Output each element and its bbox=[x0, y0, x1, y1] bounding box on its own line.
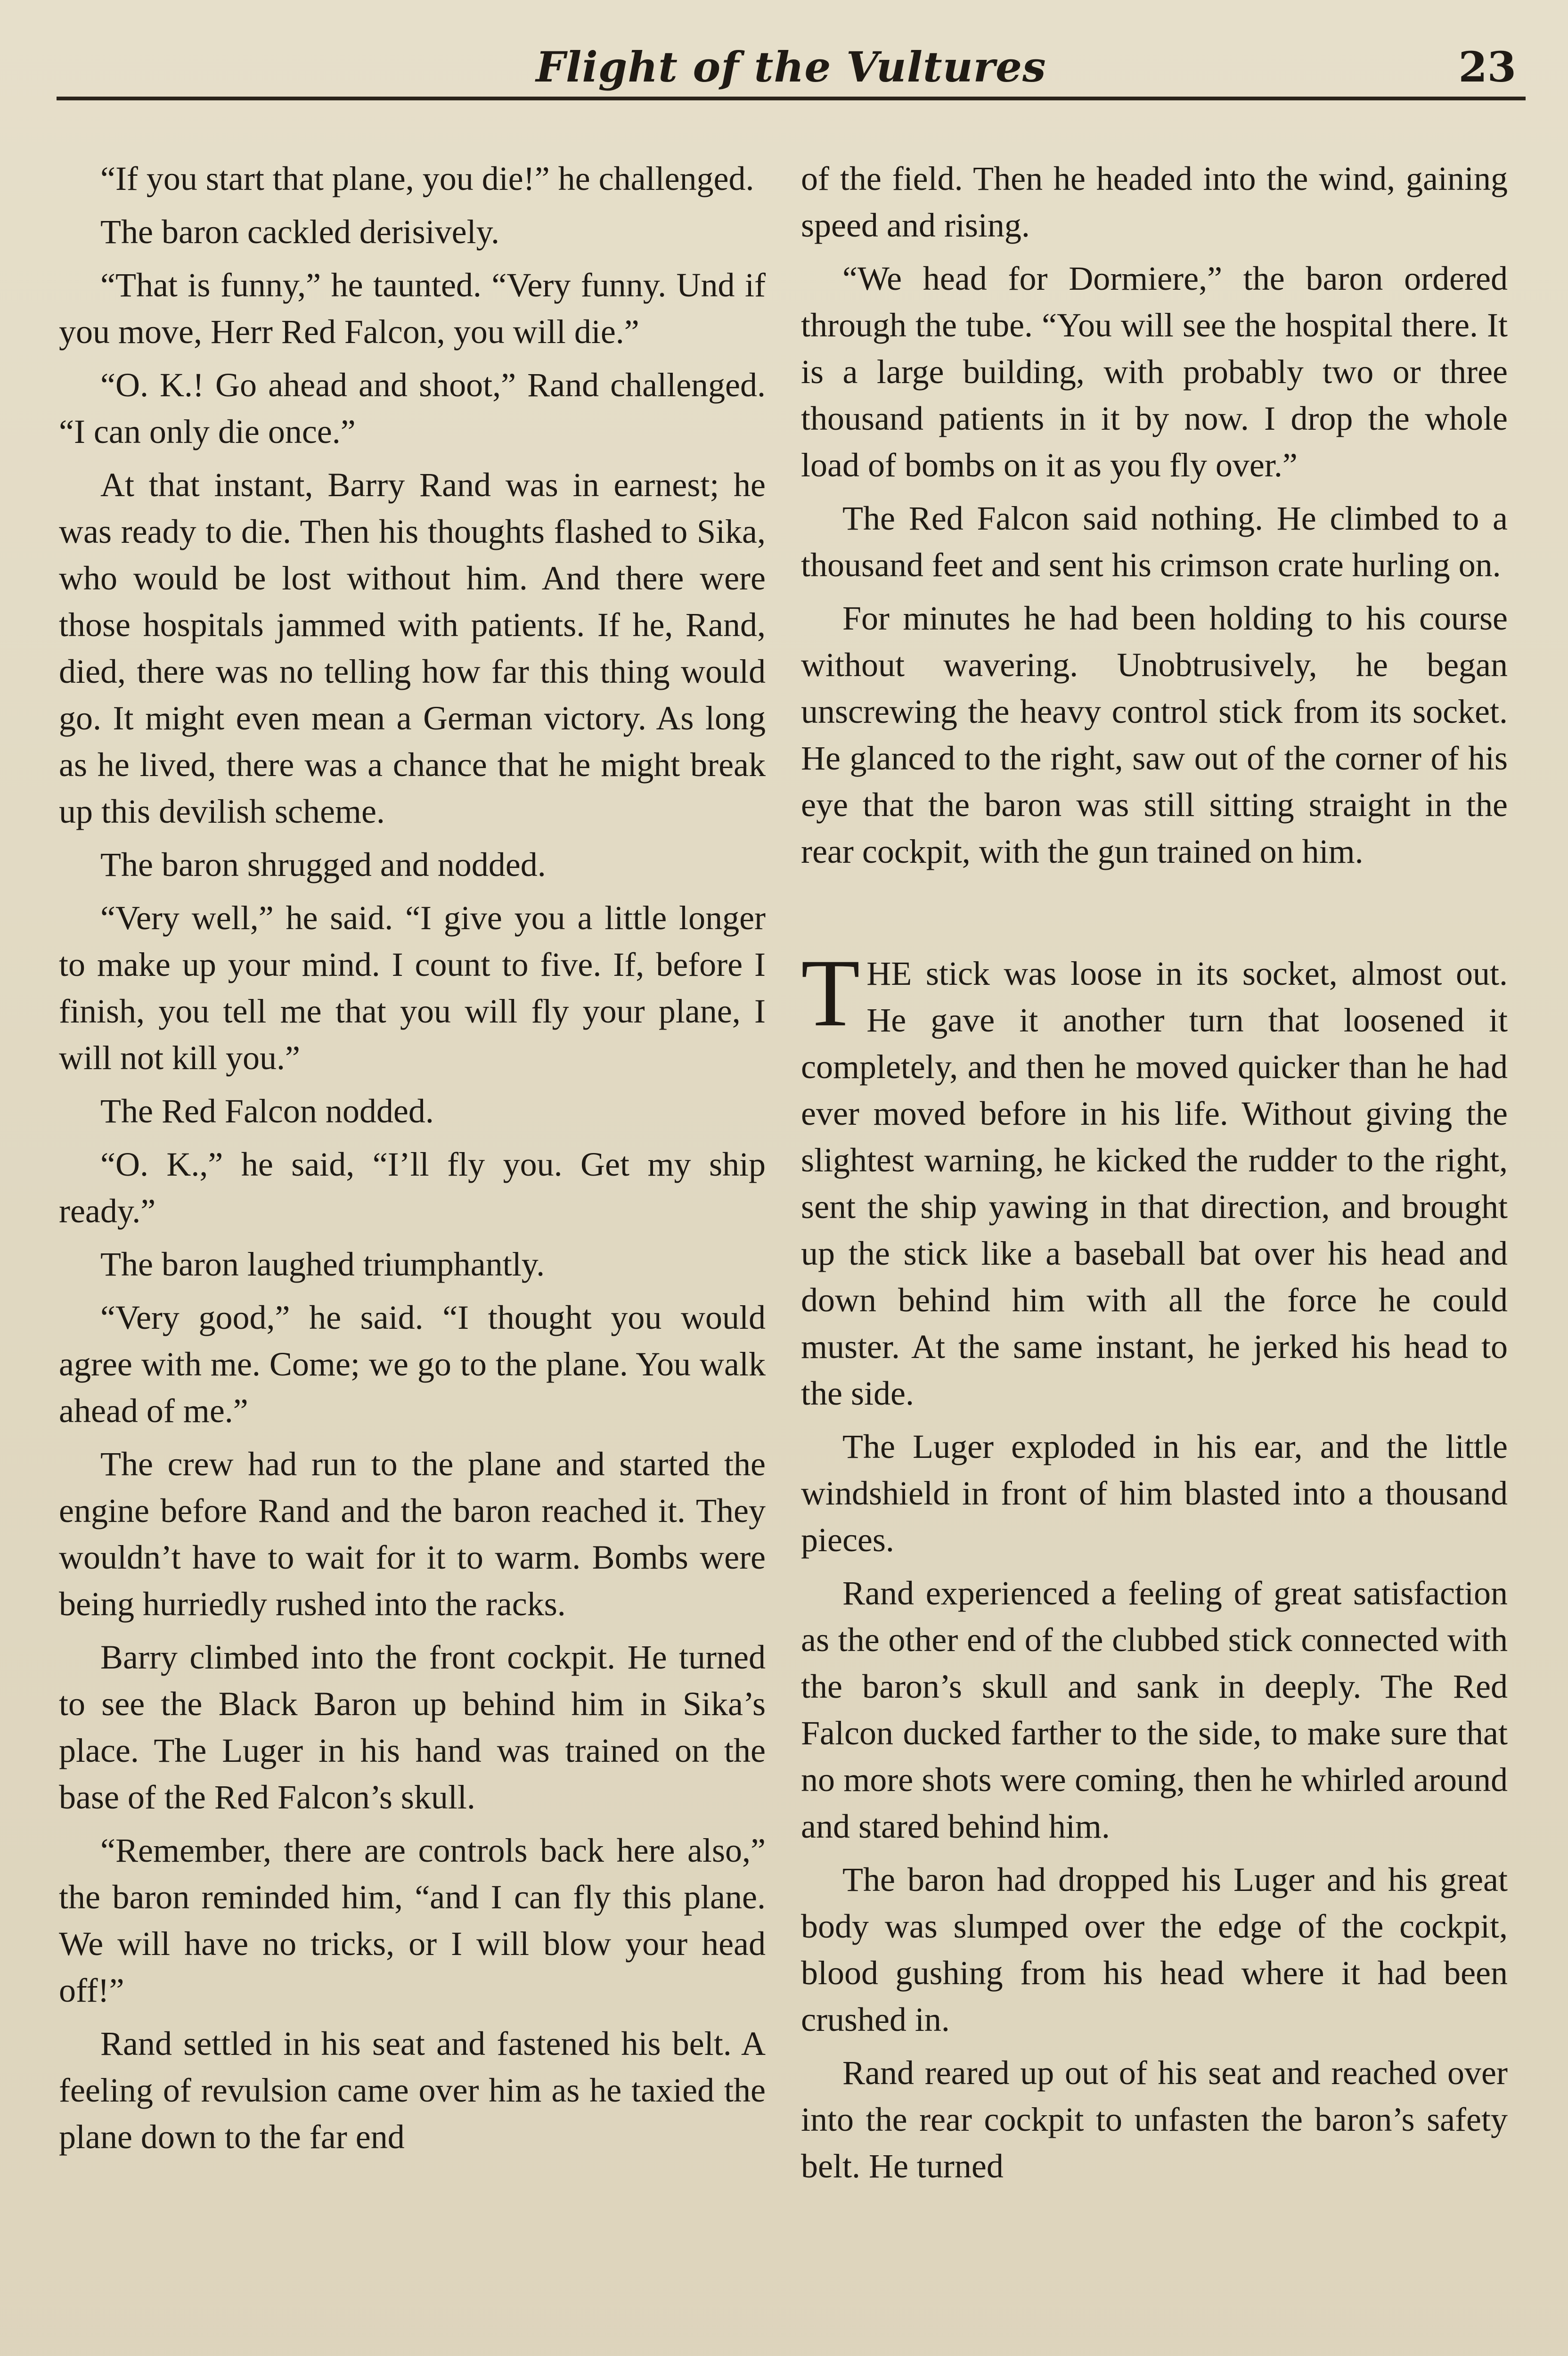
paragraph: Rand experienced a feeling of great satisfaction as the other end of the clubbed stick connected with the baron’s skull and sank in deeply. The Red Falcon ducked farther to the side, to make sure that no more shots were coming, then he whirled around and stared behind him. bbox=[801, 1574, 1508, 1845]
left-column bbox=[59, 155, 766, 2167]
header-rule bbox=[57, 97, 1526, 100]
paragraph: “If you start that plane, you die!” he challenged. bbox=[100, 160, 754, 197]
paragraph: Barry climbed into the front cockpit. He turned to see the Black Baron up behind him in Sika’s place. The Luger in his hand was trained on the base of the Red Falcon’s skull. bbox=[59, 1638, 766, 1816]
paragraph: At that instant, Barry Rand was in earnest; he was ready to die. Then his thoughts flashed to Sika, who would be lost without him. And there were those hospitals jammed with patients. If he, Rand, died, there was no telling how far this thing would go. It might even mean a German victory. As long as he lived, there was a chance that he might break up this devilish scheme. bbox=[59, 466, 766, 830]
paragraph: Rand reared up out of his seat and reached over into the rear cockpit to unfasten the baron’s safety belt. He turned bbox=[801, 2054, 1508, 2185]
paragraph: The baron cackled derisively. bbox=[100, 213, 499, 251]
paragraph: of the field. Then he headed into the wind, gaining speed and rising. bbox=[801, 160, 1508, 244]
paragraph: The Red Falcon nodded. bbox=[100, 1092, 434, 1130]
paragraph: “Remember, there are controls back here also,” the baron reminded him, “and I can fly this plane. We will have no tricks, or I will blow your head off!” bbox=[59, 1832, 766, 2009]
paragraph: “O. K.! Go ahead and shoot,” Rand challenged. “I can only die once.” bbox=[59, 366, 766, 450]
paragraph: “Very well,” he said. “I give you a little longer to make up your mind. I count to five. If, before I finish, you tell me that you will fly your plane, I will not kill you.” bbox=[59, 899, 766, 1077]
page-number: 23 bbox=[1458, 42, 1516, 91]
paragraph: The Luger exploded in his ear, and the little windshield in front of him blasted into a thousand pieces. bbox=[801, 1428, 1508, 1559]
section-opening-paragraph bbox=[801, 940, 1508, 1417]
paragraph: “That is funny,” he taunted. “Very funny. Und if you move, Herr Red Falcon, you will die.” bbox=[59, 266, 766, 351]
paragraph: The baron laughed triumphantly. bbox=[100, 1245, 545, 1283]
paragraph: “We head for Dormiere,” the baron ordered through the tube. “You will see the hospital there. It is a large building, with probably two or three thousand patients in it by now. I drop the whole load of bombs on it as you fly over.” bbox=[801, 260, 1508, 484]
section-opening-text: HE stick was loose in its socket, almost out. He gave it another turn that loosened it completely, and then he moved quicker than he had ever moved before in his life. Without giving the slightest warning, he kicked the rudder to the right, sent the ship yawing in that direction, and brought up the stick like a baseball bat over his head and down behind him with all the force he could muster. At the same instant, he jerked his head to the side. bbox=[801, 955, 1508, 1412]
running-title: Flight of the Vultures bbox=[536, 42, 1046, 91]
paragraph: The baron shrugged and nodded. bbox=[100, 846, 546, 884]
paragraph: The crew had run to the plane and started the engine before Rand and the baron reached it. They wouldn’t have to wait for it to warm. Bombs were being hurriedly rushed into the racks. bbox=[59, 1445, 766, 1623]
paragraph: “Very good,” he said. “I thought you would agree with me. Come; we go to the plane. You walk ahead of me.” bbox=[59, 1299, 766, 1430]
drop-cap: T bbox=[801, 940, 860, 1047]
page-header bbox=[57, 42, 1526, 104]
right-column bbox=[801, 155, 1508, 2196]
paragraph: For minutes he had been holding to his course without wavering. Unobtrusively, he began unscrewing the heavy control stick from its socket. He glanced to the right, saw out of the corner of his eye that the baron was still sitting straight in the rear cockpit, with the gun trained on him. bbox=[801, 599, 1508, 870]
paragraph: The baron had dropped his Luger and his great body was slumped over the edge of the cockpit, blood gushing from his head where it had been crushed in. bbox=[801, 1861, 1508, 2038]
paragraph: “O. K.,” he said, “I’ll fly you. Get my ship ready.” bbox=[59, 1145, 766, 1230]
paragraph: Rand settled in his seat and fastened his belt. A feeling of revulsion came over him as he taxied the plane down to the far end bbox=[59, 2025, 766, 2156]
paragraph: The Red Falcon said nothing. He climbed to a thousand feet and sent his crimson crate hurling on. bbox=[801, 499, 1508, 584]
